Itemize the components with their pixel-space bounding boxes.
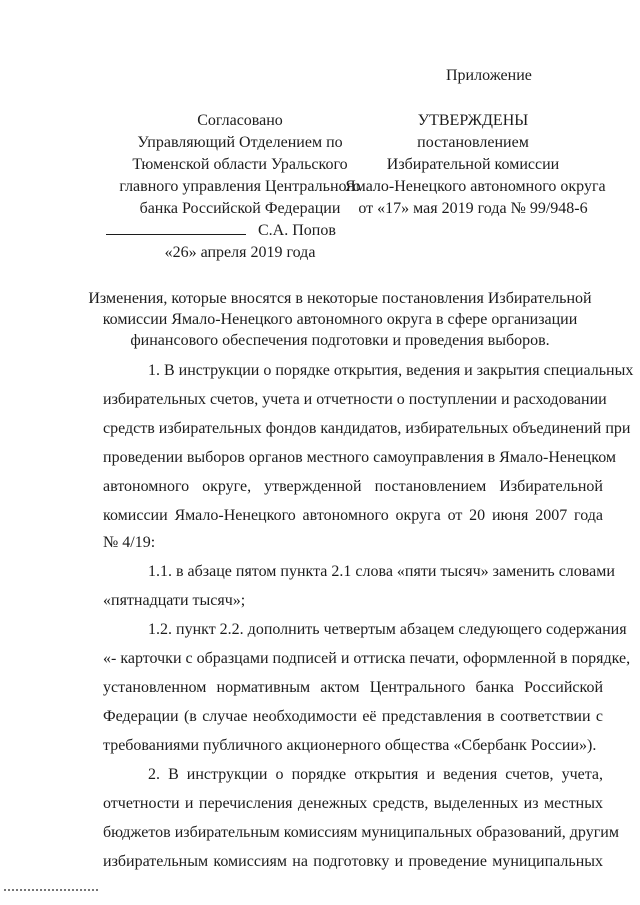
agreed-line: Согласовано <box>197 112 283 129</box>
agreed-line: Тюменской области Уральского <box>132 156 348 173</box>
agreed-line: Управляющий Отделением по <box>137 134 343 151</box>
paragraph-line: установленном нормативным актом Центрального банка Российской <box>103 679 603 696</box>
approved-line: Ямало-Ненецкого автономного округа <box>345 178 606 195</box>
paragraph-line: комиссии Ямало-Ненецкого автономного округа от 20 июня 2007 года <box>103 507 603 524</box>
paragraph-line: автономного округе, утвержденной постановлением Избирательной <box>103 478 603 495</box>
paragraph-line: 1. В инструкции о порядке открытия, ведения и закрытия специальных <box>148 362 634 379</box>
paragraph-line: № 4/19: <box>103 534 156 551</box>
paragraph-line: избирательным комиссиям на подготовку и проведение муниципальных <box>103 853 603 870</box>
approved-line: постановлением <box>417 134 529 151</box>
paragraph-line: проведении выборов органов местного самоуправления в Ямало-Ненецком <box>103 449 617 466</box>
title-line: комиссии Ямало-Ненецкого автономного округа в сфере организации <box>102 311 578 328</box>
paragraph-line: избирательных счетов, учета и отчетности о поступлении и расходовании <box>103 391 607 408</box>
signature-name: С.А. Попов <box>258 222 336 239</box>
paragraph-line: «пятнадцати тысяч»; <box>103 592 246 609</box>
paragraph-line: средств избирательных фондов кандидатов, избирательных объединений при <box>103 420 631 437</box>
signature-line <box>106 233 246 235</box>
appendix-label: Приложение <box>446 67 532 84</box>
paragraph-line: требованиями публичного акционерного общества «Сбербанк России»). <box>103 737 597 754</box>
paragraph-line: 1.2. пункт 2.2. дополнить четвертым абзацем следующего содержания <box>148 621 627 638</box>
title-line: Изменения, которые вносятся в некоторые постановления Избирательной <box>88 290 592 307</box>
scan-footer-mark <box>4 889 98 891</box>
paragraph-line: «- карточки с образцами подписей и оттиска печати, оформленной в порядке, <box>103 650 631 667</box>
paragraph-line: отчетности и перечисления денежных средств, выделенных из местных <box>103 795 603 812</box>
approved-line: от «17» мая 2019 года № 99/948-6 <box>358 200 588 217</box>
paragraph-line: 2. В инструкции о порядке открытия и ведения счетов, учета, <box>148 766 603 783</box>
agreed-line: главного управления Центрального <box>119 178 361 195</box>
paragraph-line: бюджетов избирательным комиссиям муниципальных образований, другим <box>103 824 619 841</box>
title-line: финансового обеспечения подготовки и проведения выборов. <box>130 332 550 349</box>
approved-heading: УТВЕРЖДЕНЫ <box>417 112 529 129</box>
agreed-line: банка Российской Федерации <box>139 200 341 217</box>
paragraph-line: 1.1. в абзаце пятом пункта 2.1 слова «пяти тысяч» заменить словами <box>148 563 615 580</box>
agreed-date: «26» апреля 2019 года <box>164 244 316 261</box>
approved-line: Избирательной комиссии <box>386 156 560 173</box>
paragraph-line: Федерации (в случае необходимости её представления в соответствии с <box>103 708 603 725</box>
signature-row <box>106 221 336 241</box>
